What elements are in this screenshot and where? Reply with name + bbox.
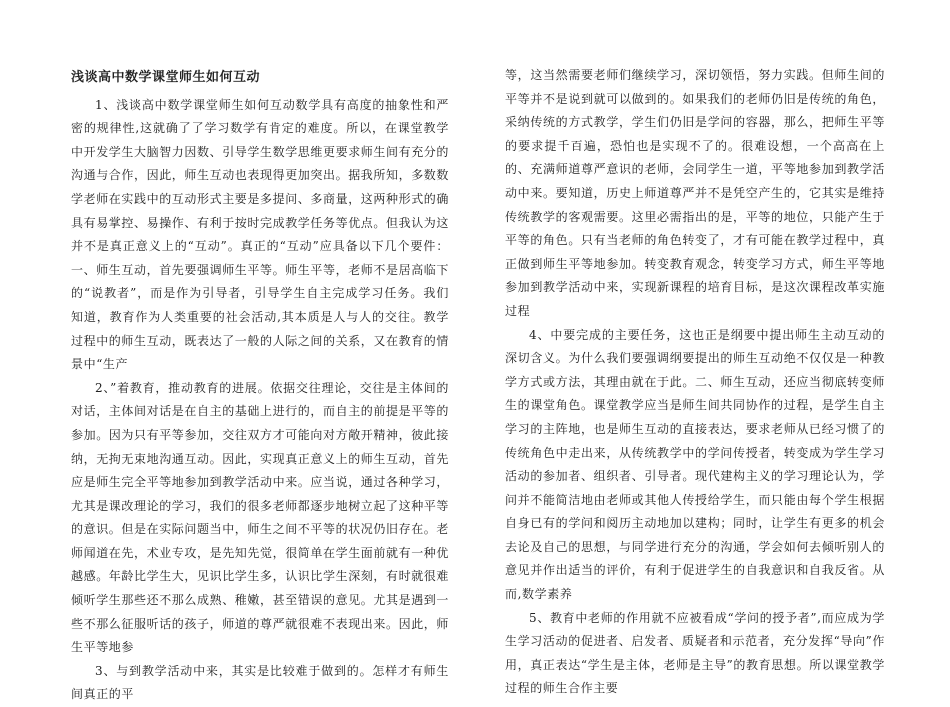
left-column xyxy=(71,66,449,707)
paragraph-3: 3、与到教学活动中来，其实是比较难于做到的。怎样才有师生间真正的平 xyxy=(71,663,449,702)
paragraph-4: 4、中要完成的主要任务，这也正是纲要中提出师生主动互动的深切含义。为什么我们要强调纲要提出的师生互动绝不仅仅是一种教学方式或方法，其理由就在于此。二、师生互动，还应当彻底转变师生的课堂角色。课堂教学应当是师生间共同协作的过程，是学生自主学习的主阵地，也是师生互动的直接表达，要求老师从已经习惯了的传统角色中走出来，从传统教学中的学问传授者，转变成为学生学习活动的参加者、组织者、引导者。现代建构主义的学习理论认为，学问并不能简洁地由老师或其他人传授给学生，而只能由每个学生根据自身已有的学问和阅历主动地加以建构；同时，让学生有更多的机会去论及自己的思想，与同学进行充分的沟通，学会如何去倾听别人的意见并作出适当的评价，有利于促进学生的自我意识和自我反省。从而,数学素养 xyxy=(505,327,885,602)
paragraph-5: 5、教育中老师的作用就不应被看成“学问的授予者”,而应成为学生学习活动的促进者、启发者、质疑者和示范者，充分发挥“导向”作用，真正表达“学生是主体，老师是主导”的教育思想。所以课堂教学过程的师生合作主要 xyxy=(505,610,885,696)
paragraph-2: 2、”着教育，推动教育的进展。依据交往理论，交往是主体间的对话，主体间对话是在自主的基础上进行的，而自主的前提是平等的参加。因为只有平等参加，交往双方才可能向对方敞开精神，彼此接纳，无拘无束地沟通互动。因此，实现真正意义上的师生互动，首先应是师生完全平等地参加到教学活动中来。应当说，通过各种学习，尤其是课改理论的学习，我们的很多老师都逐步地树立起了这种平等的意识。但是在实际问题当中，师生之间不平等的状况仍旧存在。老师闻道在先，术业专攻，是先知先觉，很简单在学生面前就有一种优越感。年龄比学生大，见识比学生多，认识比学生深刻，有时就很难倾听学生那些还不那么成熟、稚嫩，甚至错误的意见。尤其是遇到一些不那么征服听话的孩子，师道的尊严就很难不表现出来。因此，师生平等地参 xyxy=(71,380,450,655)
paragraph-1: 1、浅谈高中数学课堂师生如何互动数学具有高度的抽象性和严密的规律性,这就确了了学习数学有肯定的难度。所以，在课堂教学中开发学生大脑智力因数、引导学生数学思维更要求师生间有充分的沟通与合作，因此，师生互动也表现得更加突出。据我所知，多数数学老师在实践中的互动形式主要是多提问、多商量，这两种形式的确具有易掌控、易操作、有利于按时完成教学任务等优点。但我认为这并不是真正意义上的“互动”。真正的“互动”应具备以下几个要件：一、师生互动，首先要强调师生平等。师生平等，老师不是居高临下的“说教者”，而是作为引导者，引导学生自主完成学习任务。我们知道，教育作为人类重要的社会活动,其本质是人与人的交往。教学过程中的师生互动，既表达了一般的人际之间的关系，又在教育的情景中“生产 xyxy=(71,97,450,372)
right-column xyxy=(505,64,885,701)
page-title: 浅谈高中数学课堂师生如何互动 xyxy=(71,70,261,85)
paragraph-3-continued: 等，这当然需要老师们继续学习，深切领悟，努力实践。但师生间的平等并不是说到就可以做到的。如果我们的老师仍旧是传统的角色，采纳传统的方式教学，学生们仍旧是学问的容器，那么，把师生平等的要求提千百遍，恐怕也是实现不了的。很难设想，一个高高在上的、充满师道尊严意识的老师，会同学生一道，平等地参加到教学活动中来。要知道，历史上师道尊严并不是凭空产生的，它其实是维持传统教学的客观需要。这里必需指出的是，平等的地位，只能产生于平等的角色。只有当老师的角色转变了，才有可能在教学过程中，真正做到师生平等地参加。转变教育观念，转变学习方式，师生平等地参加到教学活动中来，实现新课程的培育目标，是这次课程改革实施过程 xyxy=(505,68,885,318)
